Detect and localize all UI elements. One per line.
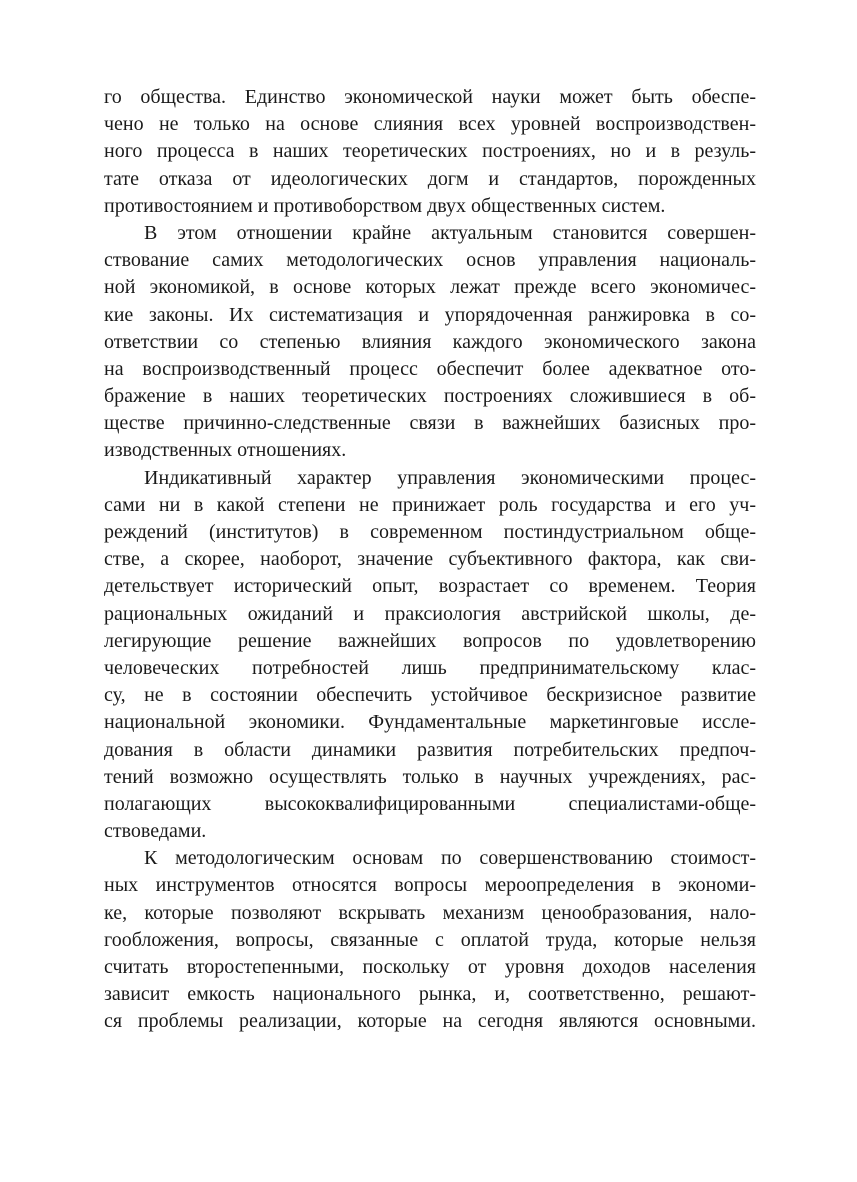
text-line: ке, которые позволяют вскрывать механизм ценообразования, нало- bbox=[104, 901, 756, 924]
text-line: гообложения, вопросы, связанные с оплатой труда, которые нельзя bbox=[104, 928, 756, 951]
text-line: полагающих высококвалифицированными специалистами-обще- bbox=[104, 792, 756, 815]
text-line: К методологическим основам по совершенствованию стоимост- bbox=[144, 847, 756, 870]
text-line: тате отказа от идеологических догм и стандартов, порожденных bbox=[104, 167, 756, 190]
text-line: противостоянием и противоборством двух общественных систем. bbox=[104, 194, 666, 217]
text-line: стве, а скорее, наоборот, значение субъективного фактора, как сви- bbox=[104, 548, 756, 571]
text-line: бражение в наших теоретических построениях сложившиеся в об- bbox=[104, 385, 756, 408]
text-line: чено не только на основе слияния всех уровней воспроизводствен- bbox=[104, 113, 756, 136]
text-line: рациональных ожиданий и праксиология австрийской школы, де- bbox=[104, 602, 756, 625]
text-line: сами ни в какой степени не принижает роль государства и его уч- bbox=[104, 493, 756, 516]
text-line: ществе причинно-следственные связи в важнейших базисных про- bbox=[104, 412, 756, 435]
text-line: го общества. Единство экономической науки может быть обеспе- bbox=[104, 86, 756, 108]
text-line: национальной экономики. Фундаментальные маркетинговые иссле- bbox=[104, 711, 756, 734]
paragraph-4 bbox=[104, 845, 756, 1035]
text-line: изводственных отношениях. bbox=[104, 439, 347, 462]
text-line: дования в области динамики развития потребительских предпоч- bbox=[104, 738, 756, 761]
paragraph-3 bbox=[104, 465, 756, 846]
text-line: су, не в состоянии обеспечить устойчивое бескризисное развитие bbox=[104, 684, 756, 707]
text-line: на воспроизводственный процесс обеспечит более адекватное ото- bbox=[104, 357, 756, 380]
text-line: ной экономикой, в основе которых лежат прежде всего экономичес- bbox=[104, 276, 756, 299]
text-line: зависит емкость национального рынка, и, соответственно, решают- bbox=[104, 983, 756, 1006]
text-line: легирующие решение важнейших вопросов по удовлетворению bbox=[104, 629, 756, 652]
text-line: ся проблемы реализации, которые на сегодня являются основными. bbox=[104, 1010, 756, 1033]
text-line: ствоведами. bbox=[104, 820, 207, 843]
text-line: ствование самих методологических основ управления националь- bbox=[104, 249, 756, 272]
text-line: Индикативный характер управления экономическими процес- bbox=[144, 466, 756, 489]
text-line: детельствует исторический опыт, возрастает со временем. Теория bbox=[104, 575, 756, 598]
text-line: В этом отношении крайне актуальным становится совершен- bbox=[144, 221, 756, 244]
text-line: ответствии со степенью влияния каждого экономического закона bbox=[104, 330, 756, 353]
text-line: ных инструментов относятся вопросы мероопределения в экономи- bbox=[104, 874, 756, 897]
paragraph-2 bbox=[104, 220, 756, 465]
text-line: человеческих потребностей лишь предпринимательскому клас- bbox=[104, 656, 756, 679]
paragraph-1 bbox=[104, 84, 756, 220]
document-page bbox=[104, 84, 756, 1036]
text-line: реждений (институтов) в современном постиндустриальном обще- bbox=[104, 521, 756, 543]
text-line: считать второстепенными, поскольку от уровня доходов населения bbox=[104, 956, 756, 978]
text-line: тений возможно осуществлять только в научных учреждениях, рас- bbox=[104, 765, 756, 788]
text-line: кие законы. Их систематизация и упорядоченная ранжировка в со- bbox=[104, 303, 756, 326]
text-line: ного процесса в наших теоретических построениях, но и в резуль- bbox=[104, 140, 756, 163]
